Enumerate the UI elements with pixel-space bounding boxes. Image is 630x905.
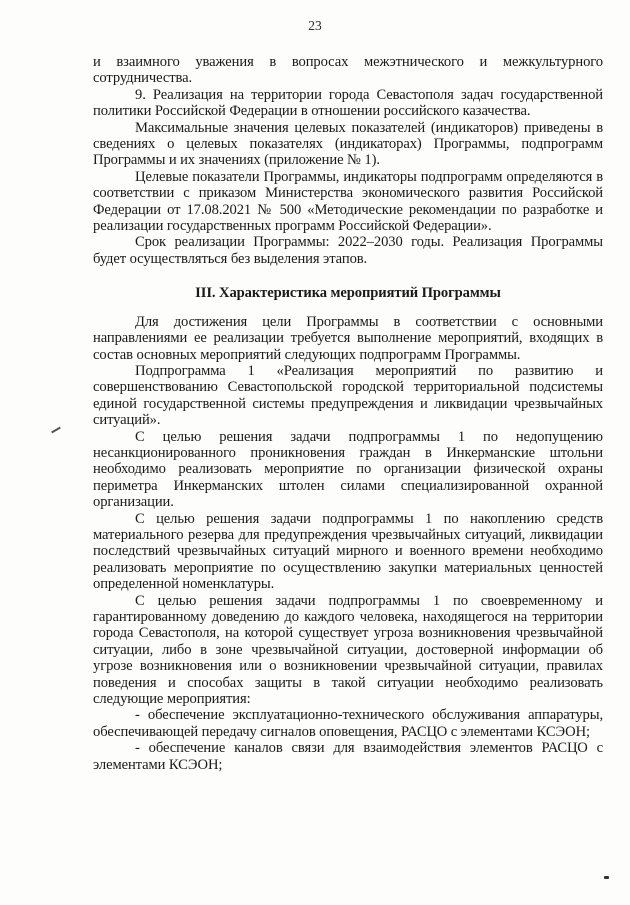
paragraph-item-9: 9. Реализация на территории города Севастополя задач государственной политики Российской Федерации в отношении российского казачества.	[93, 86, 603, 120]
paragraph-target-indicators: Целевые показатели Программы, индикаторы подпрограмм определяются в соответствии с приказом Министерства экономического развития Российской Федерации от 17.08.2021 № 500 «Методические рекомендации по разработке и реализации государственных программ Российской Федерации».	[93, 168, 603, 235]
list-item-maintenance: - обеспечение эксплуатационно-технического обслуживания аппаратуры, обеспечивающей передачу сигналов оповещения, РАСЦО с элементами КСЭОН;	[93, 707, 603, 740]
paragraph-warning-info: С целью решения задачи подпрограммы 1 по своевременному и гарантированному доведению до каждого человека, находящегося на территории города Севастополя, на которой существует угроза возникновения чрезвычайной ситуации, либо в зоне чрезвычайной ситуации, достоверной информации об угрозе возникновения или о возникновении чрезвычайной ситуации, правилах поведения и способах защиты в такой ситуации необходимо реализовать следующие мероприятия:	[93, 592, 603, 708]
scan-mark-bottom	[604, 876, 609, 879]
paragraph-continuation: и взаимного уважения в вопросах межэтнического и межкультурного сотрудничества.	[93, 54, 603, 87]
paragraph-max-values: Максимальные значения целевых показателей (индикаторов) приведены в сведениях о целевых показателях (индикаторах) Программы, подпрограмм Программы и их значениях (приложение № 1).	[93, 119, 603, 169]
paragraph-material-reserve: С целью решения задачи подпрограммы 1 по накоплению средств материального резерва для предупреждения чрезвычайных ситуаций, ликвидации последствий чрезвычайных ситуаций мирного и военного времени необходимо реализовать мероприятие по осуществлению закупки материальных ценностей определенной номенклатуры.	[93, 510, 603, 593]
document-body	[93, 54, 603, 773]
page-number: 23	[308, 18, 322, 33]
section-heading: III. Характеристика мероприятий Программы	[195, 285, 501, 302]
scan-mark-left	[51, 427, 61, 434]
paragraph-inkerman-adits: С целью решения задачи подпрограммы 1 по недопущению несанкционированного проникновения граждан в Инкерманские штольни необходимо реализовать мероприятие по организации физической охраны периметра Инкерманских штолен силами специализированной охранной организации.	[93, 428, 603, 511]
paragraph-program-term: Срок реализации Программы: 2022–2030 годы. Реализация Программы будет осуществляться без выделения этапов.	[93, 234, 603, 267]
paragraph-goal: Для достижения цели Программы в соответствии с основными направлениями ее реализации требуется выполнение мероприятий, входящих в состав основных мероприятий следующих подпрограмм Программы.	[93, 313, 603, 363]
paragraph-subprogram-1: Подпрограмма 1 «Реализация мероприятий по развитию и совершенствованию Севастопольской городской территориальной подсистемы единой государственной системы предупреждения и ликвидации чрезвычайных ситуаций».	[93, 362, 603, 429]
list-item-communication-channels: - обеспечение каналов связи для взаимодействия элементов РАСЦО с элементами КСЭОН;	[93, 740, 603, 773]
